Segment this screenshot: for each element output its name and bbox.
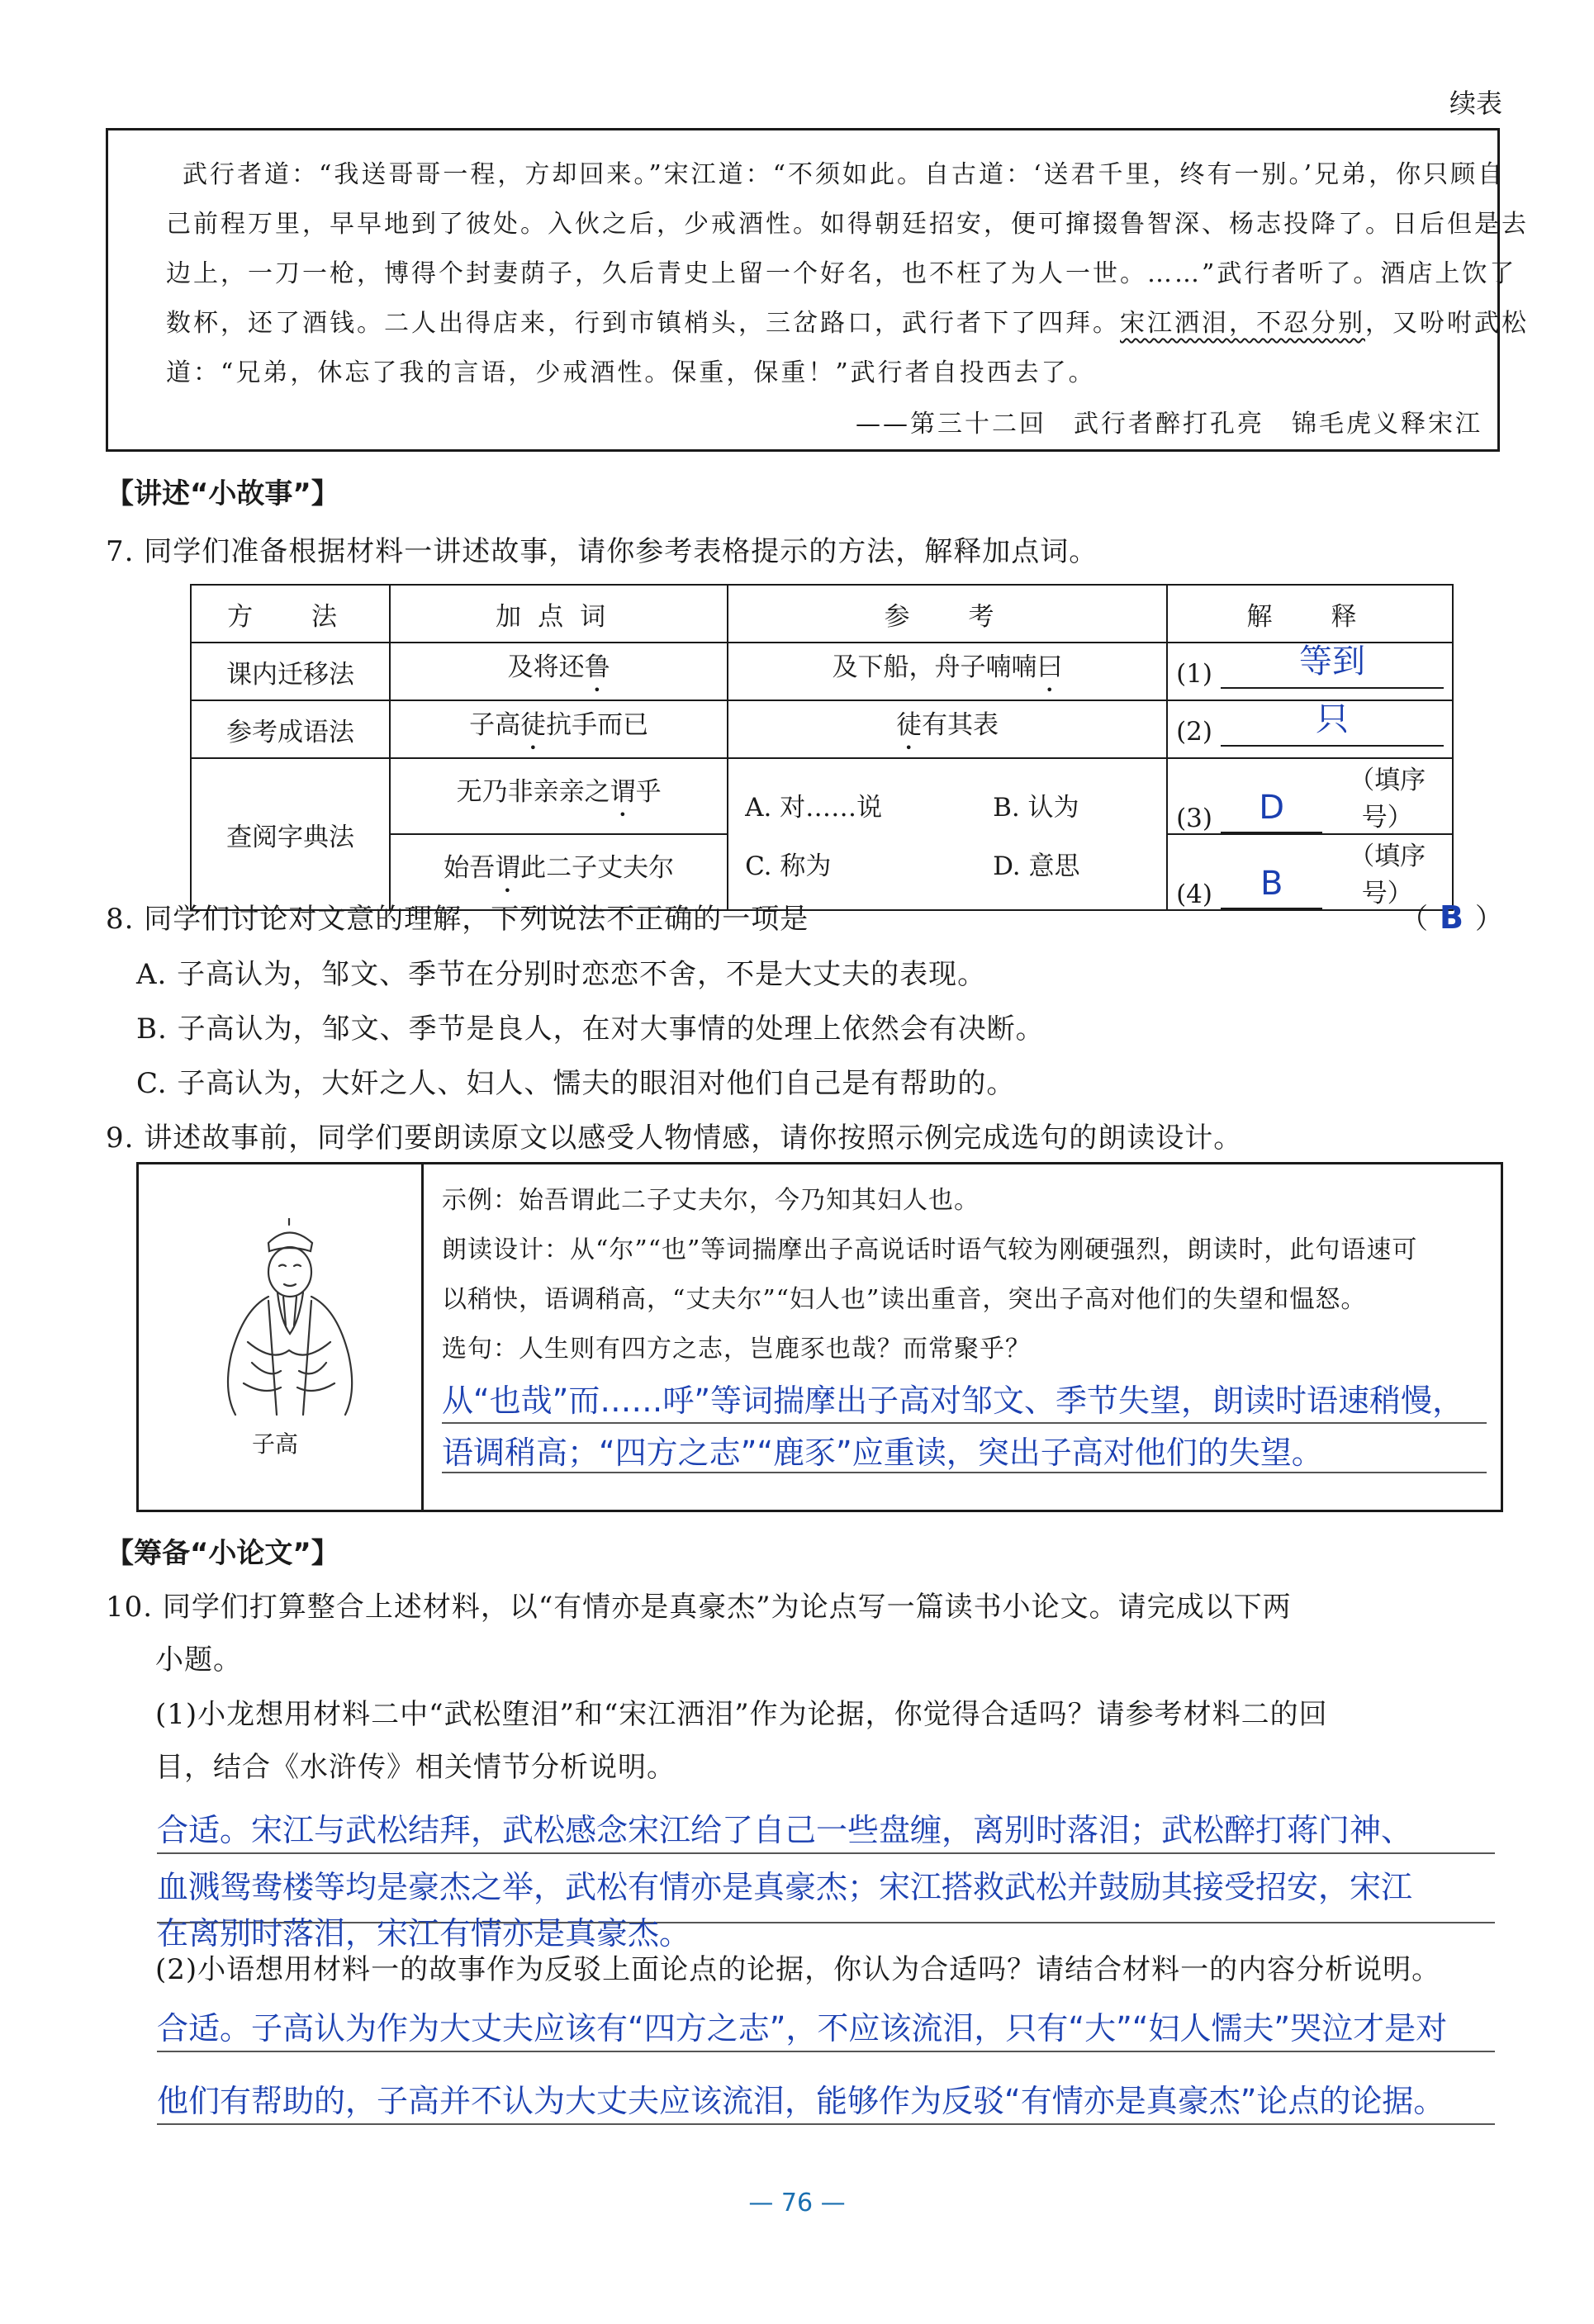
answer-cell: (2) 只: [1167, 700, 1453, 758]
continuation-excerpt-box: [106, 128, 1529, 452]
page-number: — 76 —: [748, 2189, 846, 2217]
method-cell: 参考成语法: [191, 700, 390, 758]
handwritten-answer-line: 血溅鸳鸯楼等均是豪杰之举，武松有情亦是真豪杰；宋江搭救武松并鼓励其接受招安，宋江: [157, 1869, 1413, 1905]
dotted-word-cell: 始吾谓此二子丈夫尔: [390, 834, 728, 910]
handwritten-answer: B: [1260, 865, 1283, 903]
portrait-illustration-icon: [198, 1218, 380, 1416]
answer-cell: (3) D （填序号）: [1167, 758, 1453, 834]
question-9: 9. 讲述故事前，同学们要朗读原文以感受人物情感，请你按照示例完成选句的朗读设计。: [106, 1122, 1243, 1155]
options-cell: [728, 758, 1167, 910]
answer-rule: [157, 1852, 1495, 1854]
zigao-portrait: [198, 1218, 380, 1416]
dotted-character: 曰: [1037, 652, 1063, 682]
table-header-row: [191, 585, 1453, 643]
handwritten-answer-line: 合适。子高认为作为大丈夫应该有“四方之志”，不应该流泪，只有“大”“妇人懦夫”哭泣才是对: [157, 2010, 1448, 2047]
method-cell: 查阅字典法: [191, 758, 390, 910]
dotted-word-cell: 子高徒抗手而已: [390, 700, 728, 758]
excerpt-source: ——第三十二回 武行者醉打孔亮 锦毛虎义释宋江: [856, 410, 1483, 439]
dotted-character: 鲁: [584, 652, 610, 682]
reading-design-line: 以稍快，语调稍高，“丈夫尔”“妇人也”读出重音，突出子高对他们的失望和愠怒。: [442, 1285, 1367, 1314]
answer-rule: [157, 2123, 1495, 2125]
handwritten-answer: D: [1259, 789, 1285, 827]
answer-cell: (1) 等到: [1167, 643, 1453, 700]
reference-cell: 徒有其表: [728, 700, 1167, 758]
table-row: [191, 758, 1453, 834]
answer-blank[interactable]: [1221, 789, 1322, 833]
handwritten-answer-line: 在离别时落泪，宋江有情亦是真豪杰。: [157, 1915, 691, 1952]
section-title: 【讲述“小故事”】: [106, 477, 339, 510]
question-10-continuation: 小题。: [155, 1643, 242, 1677]
sub-question-1: (1)小龙想用材料二中“武松堕泪”和“宋江洒泪”作为论据，你觉得合适吗？请参考材料二的回: [155, 1698, 1328, 1731]
handwritten-answer-line: 他们有帮助的，子高并不认为大丈夫应该流泪，能够作为反驳“有情亦是真豪杰”论点的论据。: [157, 2083, 1445, 2119]
selected-sentence: 选句：人生则有四方之志，岂鹿豕也哉？而常聚乎？: [442, 1335, 1031, 1364]
choice-b: B. 子高认为，邹文、季节是良人，在对大事情的处理上依然会有决断。: [136, 1013, 1045, 1046]
option: C. 称为: [745, 851, 832, 881]
section-title: 【筹备“小论文”】: [106, 1537, 339, 1570]
method-cell: 课内迁移法: [191, 643, 390, 700]
option: B. 认为: [993, 793, 1079, 823]
handwritten-answer: 只: [1315, 700, 1349, 738]
answer-blank[interactable]: [1221, 865, 1322, 909]
answer-rule: [157, 2051, 1495, 2052]
excerpt-line: 己前程万里，早早地到了彼处。入伙之后，少戒酒性。如得朝廷招安，便可撺掇鲁智深、杨志投降了。日后但是去: [166, 210, 1529, 239]
handwritten-answer: 等到: [1298, 643, 1365, 681]
reading-design-line: 朗读设计：从“尔”“也”等词揣摩出子高说话时语气较为刚硬强烈，朗读时，此句语速可: [442, 1236, 1418, 1264]
wavy-underlined-phrase: 宋江洒泪，不忍分别: [1120, 309, 1365, 338]
dotted-character: 徒: [520, 709, 547, 740]
question-8: 8. 同学们讨论对文意的理解，下列说法不正确的一项是: [106, 903, 809, 936]
handwritten-answer-line: 合适。宋江与武松结拜，武松感念宋江给了自己一些盘缠，离别时落泪；武松醉打蒋门神、: [157, 1812, 1413, 1848]
answer-cell: (4) B （填序号）: [1167, 834, 1453, 910]
table-row: [191, 643, 1453, 700]
option: D. 意思: [993, 851, 1080, 881]
portrait-caption: 子高: [252, 1430, 299, 1458]
answer-blank[interactable]: [1221, 700, 1444, 747]
continued-table-label: 续表: [1449, 88, 1503, 119]
handwritten-answer-line: 从“也哉”而……呼”等词揣摩出子高对邹文、季节失望，朗读时语速稍慢，: [442, 1383, 1464, 1419]
column-header: 方 法: [191, 585, 390, 643]
column-header: 参 考: [728, 585, 1167, 643]
dotted-character: 谓: [610, 776, 636, 807]
table-row: [191, 700, 1453, 758]
question-10: 10. 同学们打算整合上述材料，以“有情亦是真豪杰”为论点写一篇读书小论文。请完成以下两: [106, 1591, 1292, 1624]
answer-rule: [442, 1422, 1487, 1424]
column-header: 加点词: [390, 585, 728, 643]
reference-cell: 及下船，舟子喃喃曰: [728, 643, 1167, 700]
handwritten-answer: B: [1440, 899, 1464, 936]
excerpt-text: ，又吩咐武松: [1365, 309, 1529, 338]
dotted-word-cell: 无乃非亲亲之谓乎: [390, 758, 728, 834]
answer-bracket: （ B ）: [1400, 899, 1504, 936]
option: A. 对……说: [745, 793, 883, 823]
excerpt-line: 边上，一刀一枪，博得个封妻荫子，久后青史上留一个好名，也不枉了为人一世。……”武行者听了。酒店上饮了: [166, 259, 1517, 288]
choice-a: A. 子高认为，邹文、季节在分别时恋恋不舍，不是大丈夫的表现。: [136, 958, 987, 991]
question-7: 7. 同学们准备根据材料一讲述故事，请你参考表格提示的方法，解释加点词。: [106, 535, 1098, 568]
handwritten-answer-line: 语调稍高；“四方之志”“鹿豕”应重读，突出子高对他们的失望。: [442, 1435, 1323, 1471]
sub-question-1-continuation: 目，结合《水浒传》相关情节分析说明。: [155, 1751, 676, 1784]
method-table: [190, 584, 1454, 911]
answer-rule: [442, 1472, 1487, 1473]
dotted-word-cell: 及将还鲁: [390, 643, 728, 700]
sub-question-2: (2)小语想用材料一的故事作为反驳上面论点的论据，你认为合适吗？请结合材料一的内容分析说明。: [155, 1953, 1441, 1986]
choice-c: C. 子高认为，大奸之人、妇人、懦夫的眼泪对他们自己是有帮助的。: [136, 1067, 1016, 1100]
column-header: 解 释: [1167, 585, 1453, 643]
excerpt-line: 武行者道：“我送哥哥一程，方却回来。”宋江道：“不须如此。自古道：‘送君千里，终有一别。’兄弟，你只顾自: [183, 160, 1506, 189]
excerpt-line: [166, 302, 1529, 339]
excerpt-text: 数杯，还了酒钱。二人出得店来，行到市镇梢头，三岔路口，武行者下了四拜。: [166, 309, 1120, 338]
answer-blank[interactable]: [1221, 643, 1444, 689]
excerpt-line: 道：“兄弟，休忘了我的言语，少戒酒性。保重，保重！”武行者自投西去了。: [166, 358, 1096, 387]
box-divider: [421, 1162, 424, 1512]
dotted-character: 徒: [896, 709, 923, 740]
example-line: 示例：始吾谓此二子丈夫尔，今乃知其妇人也。: [442, 1186, 980, 1215]
dotted-character: 谓: [495, 852, 521, 883]
